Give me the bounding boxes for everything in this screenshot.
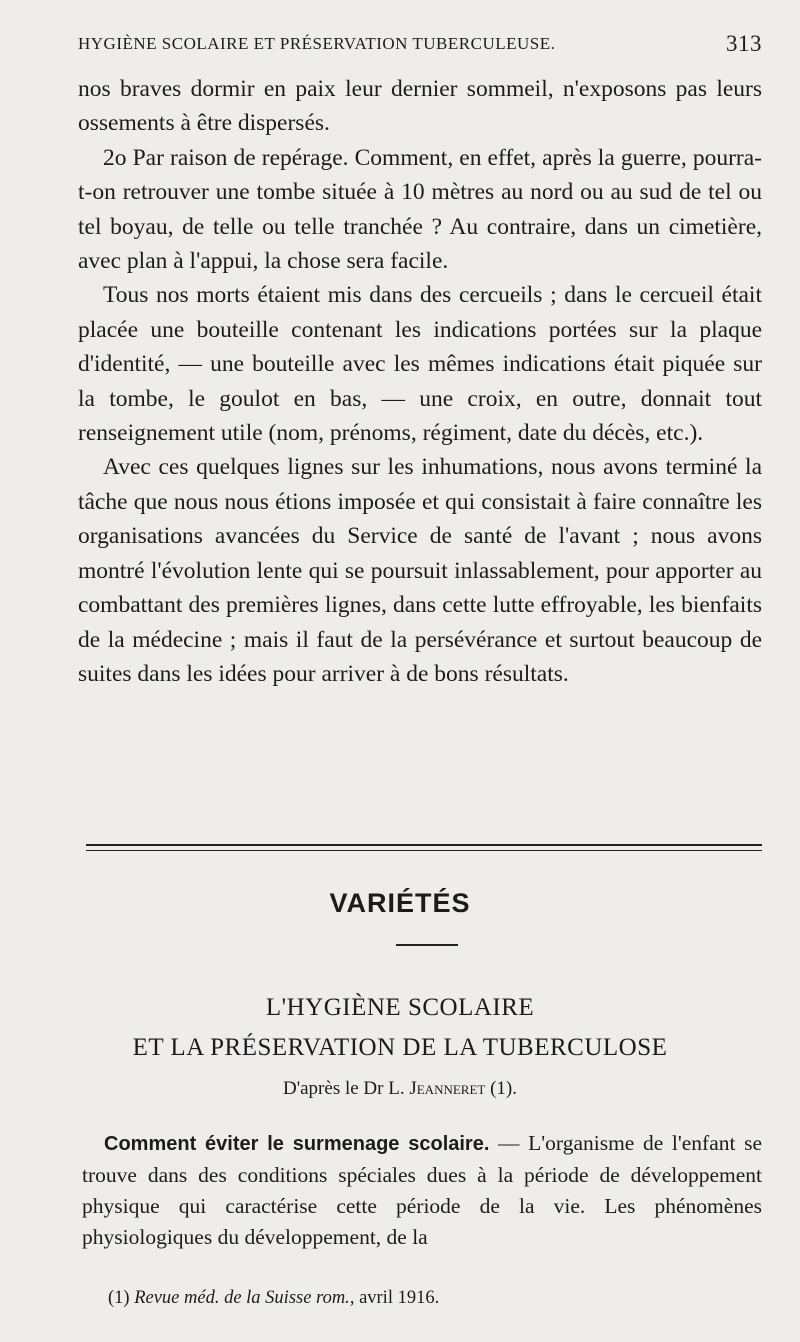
- paragraph: Tous nos morts étaient mis dans des cercueils ; dans le cercueil était placée une bouteille contenant les indications portées sur la plaque d'identité, — une bouteille avec les mêmes indications était piquée sur la tombe, le goulot en bas, — une croix, en outre, donnait tout renseignement utile (nom, prénoms, régiment, date du décès, etc.).: [78, 282, 762, 447]
- paragraph: [82, 1128, 762, 1253]
- running-head-title: HYGIÈNE SCOLAIRE ET PRÉSERVATION TUBERCULEUSE.: [78, 34, 556, 53]
- footnote-ref: (1).: [490, 1078, 517, 1099]
- article-title-line: ET LA PRÉSERVATION DE LA TUBERCULOSE: [132, 1034, 668, 1061]
- footnote: [108, 1288, 439, 1309]
- paragraph-lead: Comment éviter le surmenage scolaire.: [104, 1133, 490, 1155]
- body-text: [78, 72, 762, 691]
- paragraph: nos braves dormir en paix leur dernier sommeil, n'exposons pas leurs ossements à être dispersés.: [78, 76, 762, 137]
- title-rule: [396, 944, 458, 946]
- page-number: 313: [726, 31, 762, 56]
- article-body: [82, 1128, 762, 1253]
- byline-author: L. Jeanneret: [388, 1078, 486, 1099]
- byline: [0, 1078, 800, 1100]
- paragraph-text: — L'organisme de l'enfant se trouve dans des conditions spéciales dues à la période de développement physique qui caractérise cette période de la vie. Les phénomènes physiologiques du développement, de la: [82, 1131, 763, 1249]
- running-head: [78, 31, 762, 56]
- paragraph: Avec ces quelques lignes sur les inhumations, nous avons terminé la tâche que nous nous étions imposée et qui consistait à faire connaître les organisations avancées du Service de santé de l'avant ; nous avons montré l'évolution lente qui se poursuit inlassablement, pour apporter au combattant des premières lignes, dans cette lutte effroyable, les bienfaits de la médecine ; mais il faut de la persévérance et surtout beaucoup de suites dans les idées pour arriver à de bons résultats.: [78, 454, 762, 687]
- paragraph: 2o Par raison de repérage. Comment, en effet, après la guerre, pourra-t-on retrouver une tombe située à 10 mètres au nord ou au sud de tel ou tel boyau, de telle ou telle tranchée ? Au contraire, dans un cimetière, avec plan à l'appui, la chose sera facile.: [78, 144, 762, 275]
- footnote-marker: (1): [108, 1288, 130, 1308]
- byline-prefix: D'après le Dr: [282, 1078, 384, 1099]
- article-title-line: L'HYGIÈNE SCOLAIRE: [265, 994, 535, 1021]
- section-title: VARIÉTÉS: [329, 888, 471, 918]
- section-divider: [86, 844, 762, 851]
- article-title: [0, 988, 800, 1068]
- footnote-date: , avril 1916.: [349, 1288, 440, 1308]
- footnote-journal: Revue méd. de la Suisse rom.: [134, 1288, 350, 1308]
